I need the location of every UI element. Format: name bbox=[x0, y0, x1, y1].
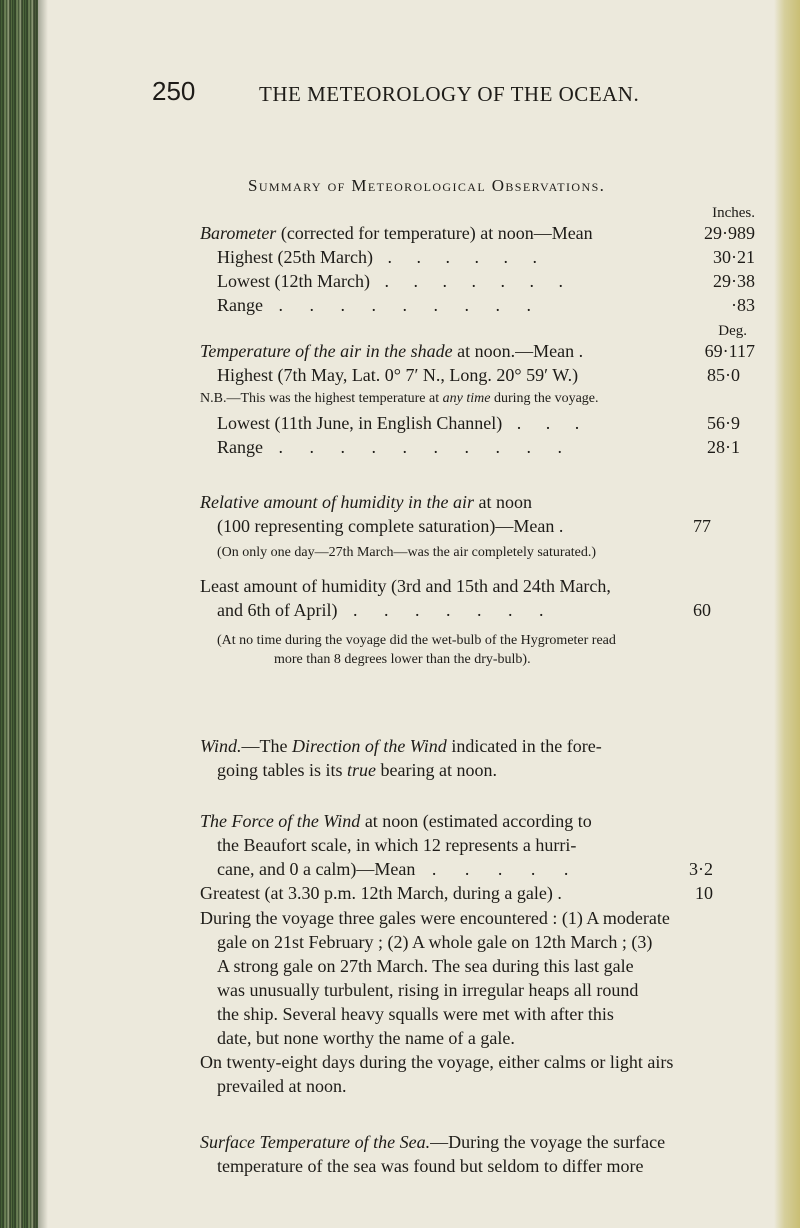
humidity-least-row1: Least amount of humidity (3rd and 15th and 24th March, bbox=[200, 576, 611, 596]
running-title: THE METEOROLOGY OF THE OCEAN. bbox=[259, 82, 640, 106]
temperature-range-row: Range . . . . . . . . . . 28·1 bbox=[217, 437, 740, 457]
barometer-lowest-row: Lowest (12th March) . . . . . . . 29·38 bbox=[217, 271, 755, 291]
wind-force-mean-row: cane, and 0 a calm)—Mean . . . . . 3·2 bbox=[217, 859, 713, 879]
barometer-highest-row: Highest (25th March) . . . . . . 30·21 bbox=[217, 247, 755, 267]
calms-line1: On twenty-eight days during the voyage, either calms or light airs bbox=[200, 1052, 674, 1072]
section-heading: Summary of Meteorological Observations. bbox=[248, 176, 606, 195]
barometer-block bbox=[200, 199, 755, 317]
unit-inches: Inches. bbox=[712, 205, 755, 221]
temperature-desc: at noon.—Mean bbox=[452, 341, 575, 361]
barometer-highest-label: Highest (25th March) bbox=[217, 247, 373, 267]
barometer-desc: (corrected for temperature) at noon—Mean bbox=[276, 223, 593, 243]
wind-title: Wind. bbox=[200, 736, 242, 756]
barometer-highest: 30·21 bbox=[713, 247, 755, 267]
page-number: 250 bbox=[152, 76, 196, 106]
temperature-unit-row bbox=[200, 319, 755, 339]
wind-force-block: The Force of the Wind at noon (estimated according to the Beaufort scale, in which 12 represents a hurri- cane, and 0 a calm)—Mean . . . . . 3·2 Greatest (at 3.30 p.m. 12th March, during a gale) . 10 bbox=[200, 809, 755, 905]
humidity-mean-row: (100 representing complete saturation)—Mean . 77 bbox=[217, 516, 711, 536]
humidity-least-row2: and 6th of April) . . . . . . . 60 bbox=[217, 600, 711, 620]
surface-temperature-paragraph: Surface Temperature of the Sea.—During the voyage the surface temperature of the sea was found but seldom to differ more bbox=[200, 1132, 666, 1176]
wind-greatest-row: Greatest (at 3.30 p.m. 12th March, during a gale) . 10 bbox=[200, 883, 713, 903]
temperature-block bbox=[200, 319, 755, 459]
wind-force-title: The Force of the Wind bbox=[200, 811, 361, 831]
wind-force-mean: 3·2 bbox=[689, 859, 713, 879]
humidity-least: 60 bbox=[693, 600, 711, 620]
barometer-unit-row bbox=[200, 199, 755, 221]
humidity-mean: 77 bbox=[693, 516, 711, 536]
temperature-lowest-row: Lowest (11th June, in English Channel) . . . 56·9 bbox=[217, 413, 740, 433]
temperature-highest: 85·0 bbox=[707, 365, 740, 385]
temperature-range: 28·1 bbox=[707, 437, 740, 457]
gales-paragraph: During the voyage three gales were encountered : (1) A moderate gale on 21st February ; (2) A whole gale on 12th March ; (3) A strong gale on 27th March. The sea during this last gale was unusually turbulent, rising in irregular heaps all round the ship. Several heavy squalls were met with after this date, but none worthy the name of a gale. On twenty-eight days during the voyage, either calms or light airs prevailed at noon. bbox=[200, 906, 775, 1098]
humidity-desc2: (100 representing complete saturation)—Mean bbox=[217, 516, 555, 536]
temperature-note: N.B.—This was the highest temperature at any time during the voyage. bbox=[200, 391, 599, 406]
humidity-title: Relative amount of humidity in the air bbox=[200, 492, 474, 512]
surface-title: Surface Temperature of the Sea. bbox=[200, 1132, 431, 1152]
temperature-mean-row: Temperature of the air in the shade at noon.—Mean . 69·117 bbox=[200, 341, 755, 361]
barometer-title: Barometer bbox=[200, 223, 277, 243]
temperature-title: Temperature of the air in the shade bbox=[200, 341, 453, 361]
barometer-mean: 29·989 bbox=[704, 223, 755, 243]
humidity-note2: (At no time during the voyage did the wet-bulb of the Hygrometer read more than 8 degrees lower than the dry-bulb). bbox=[217, 633, 616, 667]
barometer-lowest: 29·38 bbox=[713, 271, 755, 291]
wind-direction-paragraph: Wind.—The Direction of the Wind indicated in the fore- going tables is its true bearing at noon. bbox=[200, 736, 602, 780]
temperature-range-label: Range bbox=[217, 437, 263, 457]
barometer-range-label: Range bbox=[217, 295, 263, 315]
humidity-note1: (On only one day—27th March—was the air completely saturated.) bbox=[217, 545, 597, 560]
temperature-highest-row bbox=[200, 363, 755, 387]
barometer-range-row: Range . . . . . . . . . ·83 bbox=[217, 295, 755, 315]
barometer-lowest-label: Lowest (12th March) bbox=[217, 271, 370, 291]
temperature-lowest: 56·9 bbox=[707, 413, 740, 433]
humidity-block bbox=[200, 490, 755, 669]
temperature-lowest-label: Lowest (11th June, in English Channel) bbox=[217, 413, 503, 433]
barometer-mean-row bbox=[200, 221, 755, 245]
humidity-desc1: at noon bbox=[473, 492, 532, 512]
humidity-title-row bbox=[200, 490, 755, 514]
barometer-range: ·83 bbox=[731, 295, 755, 315]
temperature-highest-label: Highest (7th May, Lat. 0° 7′ N., Long. 20° 59′ W.) bbox=[217, 365, 579, 385]
calms-line2: prevailed at noon. bbox=[217, 1076, 347, 1096]
temperature-mean: 69·117 bbox=[704, 341, 755, 361]
wind-greatest: 10 bbox=[695, 883, 713, 903]
unit-degrees: Deg. bbox=[718, 323, 747, 339]
